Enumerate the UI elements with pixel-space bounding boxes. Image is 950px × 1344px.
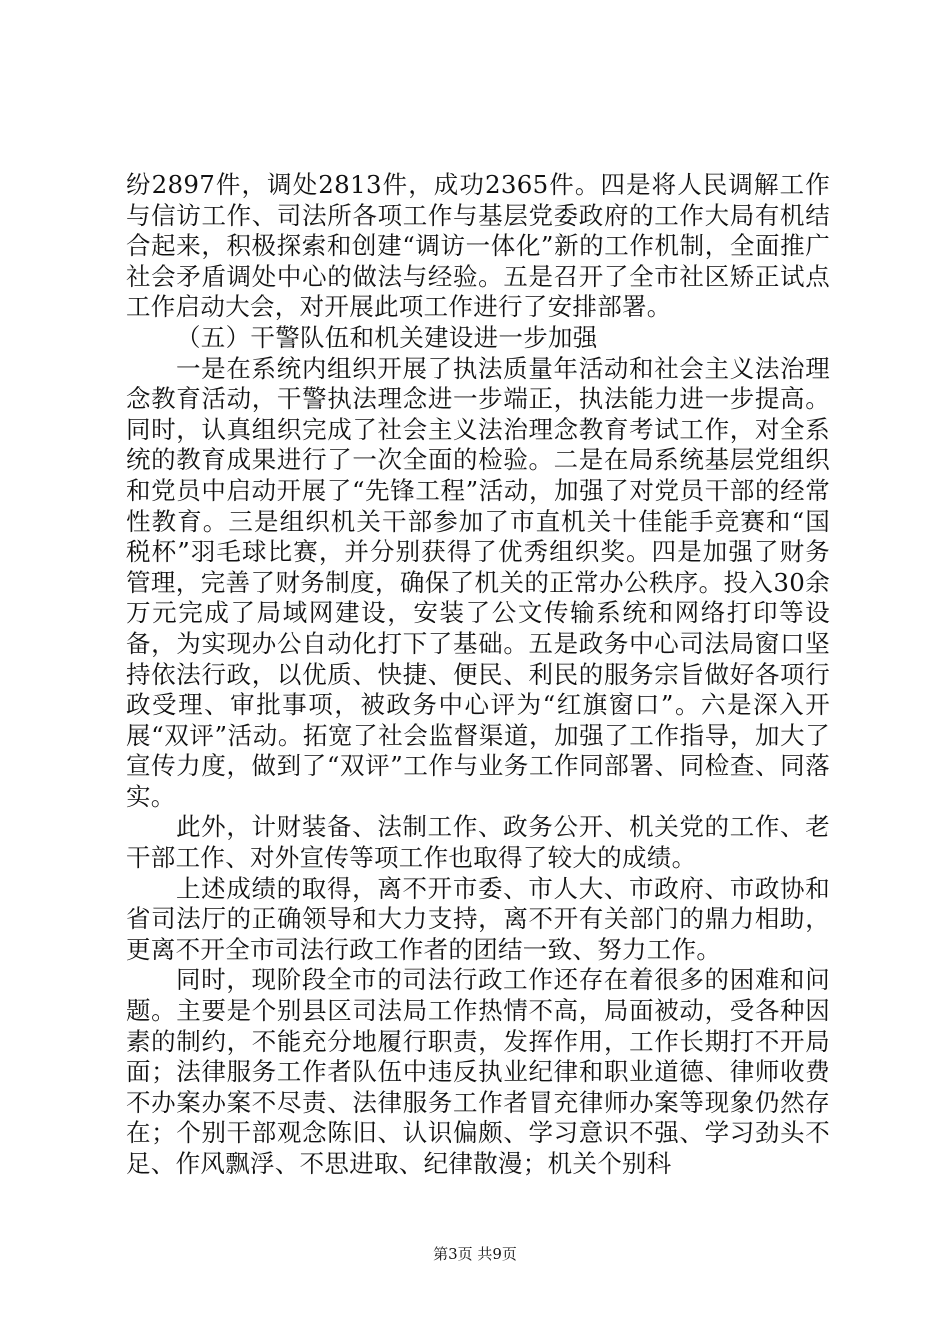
paragraph: 一是在系统内组织开展了执法质量年活动和社会主义法治理念教育活动，干警执法理念进一步端正，执法能力进一步提高。同时，认真组织完成了社会主义法治理念教育考试工作，对全系统的教育成果进行了一次全面的检验。二是在局系统基层党组织和党员中启动开展了“先锋工程”活动，加强了对党员干部的经常性教育。三是组织机关干部参加了市直机关十佳能手竞赛和“国税杯”羽毛球比赛，并分别获得了优秀组织奖。四是加强了财务管理，完善了财务制度，确保了机关的正常办公秩序。投入30余万元完成了局域网建设，安装了公文传输系统和网络打印等设备，为实现办公自动化打下了基础。五是政务中心司法局窗口坚持依法行政，以优质、快捷、便民、利民的服务宗旨做好各项行政受理、审批事项，被政务中心评为“红旗窗口”。六是深入开展“双评”活动。拓宽了社会监督渠道，加强了工作指导，加大了宣传力度，做到了“双评”工作与业务工作同部署、同检查、同落实。 <box>126 353 831 811</box>
paragraph: 上述成绩的取得，离不开市委、市人大、市政府、市政协和省司法厅的正确领导和大力支持，离不开有关部门的鼎力相助，更离不开全市司法行政工作者的团结一致、努力工作。 <box>126 873 830 964</box>
page-number: 第3页 共9页 <box>433 1245 517 1263</box>
paragraph-continuation: 纷2897件，调处2813件，成功2365件。四是将人民调解工作与信访工作、司法所各项工作与基层党委政府的工作大局有机结合起来，积极探索和创建“调访一体化”新的工作机制，全面推广社会矛盾调处中心的做法与经验。五是召开了全市社区矫正试点工作启动大会，对开展此项工作进行了安排部署。 <box>126 170 830 322</box>
page-footer <box>0 1244 950 1264</box>
paragraph: 此外，计财装备、法制工作、政务公开、机关党的工作、老干部工作、对外宣传等项工作也取得了较大的成绩。 <box>126 812 830 873</box>
document-body <box>126 170 830 1180</box>
paragraph: 同时，现阶段全市的司法行政工作还存在着很多的困难和问题。主要是个别县区司法局工作热情不高，局面被动，受各种因素的制约，不能充分地履行职责，发挥作用，工作长期打不开局面；法律服务工作者队伍中违反执业纪律和职业道德、律师收费不办案办案不尽责、法律服务工作者冒充律师办案等现象仍然存在；个别干部观念陈旧、认识偏颇、学习意识不强、学习劲头不足、作风飘浮、不思进取、纪律散漫；机关个别科 <box>126 965 830 1178</box>
section-heading: （五）干警队伍和机关建设进一步加强 <box>176 322 598 352</box>
